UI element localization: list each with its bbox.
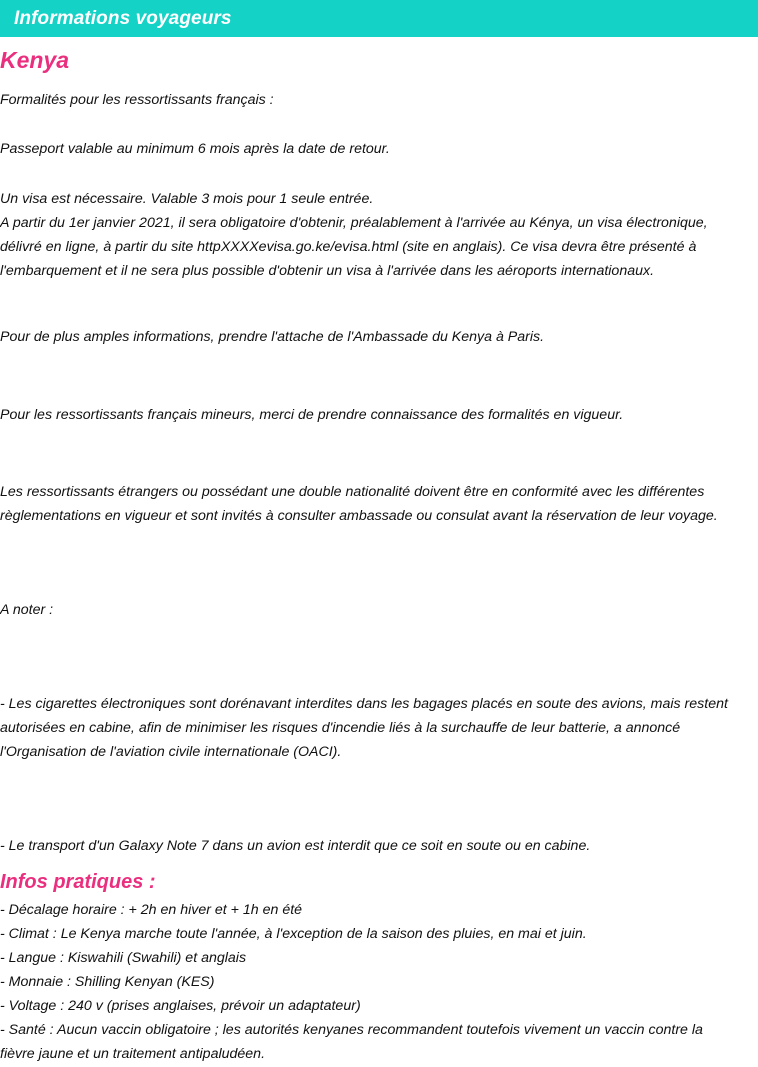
spacer xyxy=(0,112,756,138)
spacer xyxy=(0,350,756,404)
practical-info-heading: Infos pratiques : xyxy=(0,871,156,894)
list-item: - Climat : Le Kenya marche toute l'année, à l'exception de la saison des pluies, en mai et juin. xyxy=(0,926,587,943)
spacer xyxy=(0,583,756,599)
page-title: Informations voyageurs xyxy=(14,7,232,29)
spacer xyxy=(0,427,756,481)
note-heading: A noter : xyxy=(0,602,54,619)
spacer xyxy=(0,284,756,326)
spacer xyxy=(0,75,756,89)
spacer xyxy=(0,623,756,677)
document-body xyxy=(0,47,758,1067)
spacer xyxy=(0,529,756,583)
minors-info: Pour les ressortissants français mineurs, merci de prendre connaissance des formalités en vigueur. xyxy=(0,406,624,423)
list-item: - Santé : Aucun vaccin obligatoire ; les autorités kenyanes recommandent toutefois vivement un vaccin contre la fièvre jaune et un traitement antipaludéen. xyxy=(0,1021,703,1062)
spacer xyxy=(0,162,756,188)
evisa-details: A partir du 1er janvier 2021, il sera obligatoire d'obtenir, préalablement à l'arrivée au Kénya, un visa électronique, délivré en ligne, à partir du site httpXXXXevisa.go.ke/evisa.html (site en anglais). Ce visa devra être présenté à l'embarquement et il ne sera plus possible d'obtenir un visa à l'arrivée dans les aéroports internationaux. xyxy=(0,215,708,279)
list-item: - Langue : Kiswahili (Swahili) et anglais xyxy=(0,950,247,967)
formalities-intro: Formalités pour les ressortissants français : xyxy=(0,91,274,108)
visa-requirement: Un visa est nécessaire. Valable 3 mois pour 1 seule entrée. xyxy=(0,191,374,208)
spacer xyxy=(0,819,756,835)
document-header xyxy=(0,0,758,37)
country-heading: Kenya xyxy=(0,47,70,73)
spacer xyxy=(0,677,756,693)
list-item: - Monnaie : Shilling Kenyan (KES) xyxy=(0,974,215,991)
list-item: - Voltage : 240 v (prises anglaises, prévoir un adaptateur) xyxy=(0,997,361,1014)
ecigarette-note: - Les cigarettes électroniques sont dorénavant interdites dans les bagages placés en soute des avions, mais restent autorisées en cabine, afin de minimiser les risques d'incendie liés à la surchauffe de leur batterie, a annoncé l'Organisation de l'aviation civile internationale (OACI). xyxy=(0,696,728,760)
practical-info-list xyxy=(0,899,756,1066)
galaxy-note-ban: - Le transport d'un Galaxy Note 7 dans un avion est interdit que ce soit en soute ou en cabine. xyxy=(0,837,591,854)
passport-requirement: Passeport valable au minimum 6 mois après la date de retour. xyxy=(0,141,390,158)
foreign-nationals-info: Les ressortissants étrangers ou possédant une double nationalité doivent être en conformité avec les différentes règlementations en vigueur et sont invités à consulter ambassade ou consulat avant la réservation de leur voyage. xyxy=(0,484,718,525)
spacer xyxy=(0,765,756,819)
list-item: - Décalage horaire : + 2h en hiver et + 1h en été xyxy=(0,902,303,919)
embassy-info: Pour de plus amples informations, prendre l'attache de l'Ambassade du Kenya à Paris. xyxy=(0,328,545,345)
